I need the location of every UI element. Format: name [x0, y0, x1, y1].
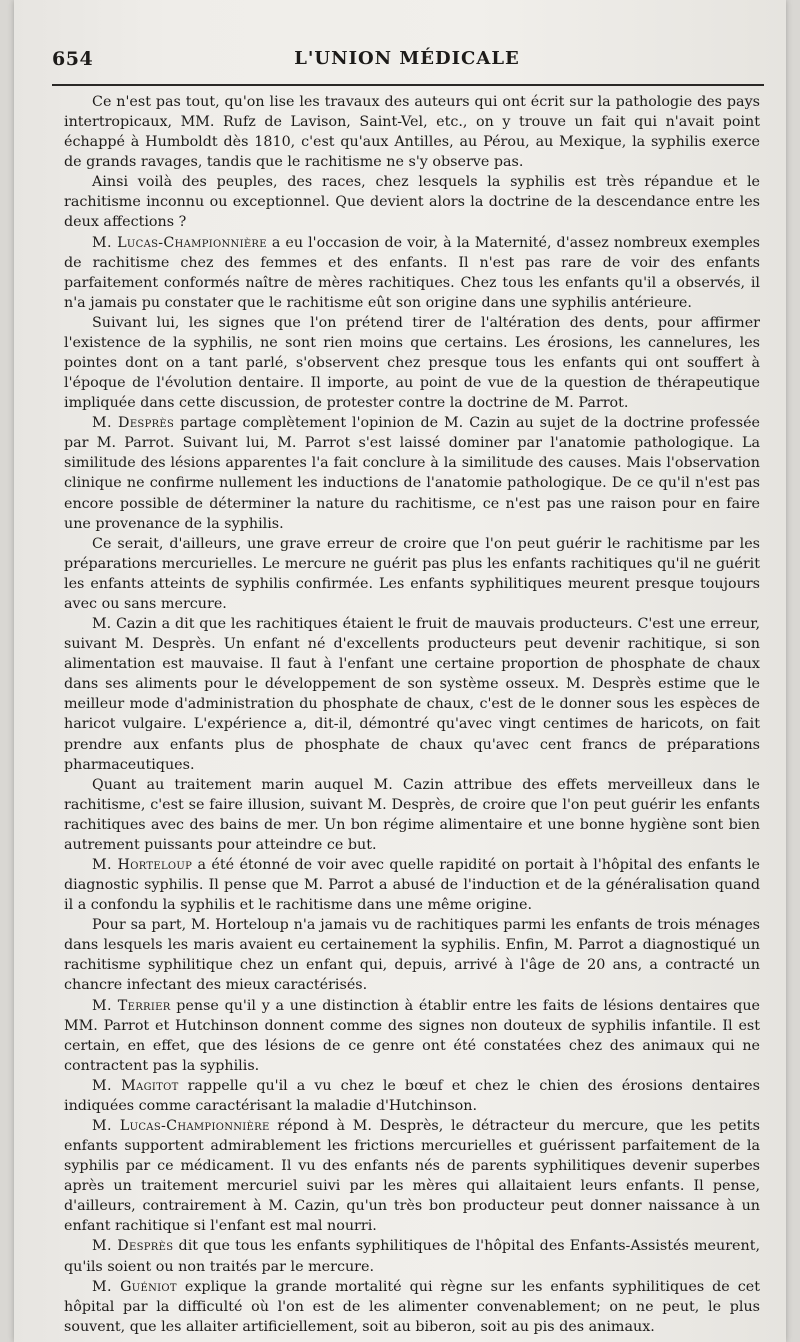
paragraph-text: Ce n'est pas tout, qu'on lise les travaux des auteurs qui ont écrit sur la pathologie des pays intertropicaux, MM. Rufz de Lavison, Saint-Vel, etc., on y trouve un fait qui n'avait point échappé à Humboldt dès 1810, c'est qu'aux Antilles, au Pérou, au Mexique, la syphilis exerce de grands ravages, tandis que le rachitisme ne s'y observe pas.	[64, 94, 760, 171]
speaker-name: M. Desprès	[92, 415, 175, 432]
paragraph-text: Quant au traitement marin auquel M. Cazin attribue des effets merveilleux dans le rachitisme, c'est se faire illusion, suivant M. Desprès, de croire que l'on peut guérir les enfants rachitiques avec des bains de mer. Un bon régime alimentaire et une bonne hygiène sont bien autrement puissants pour atteindre ce but.	[64, 776, 760, 853]
paragraph	[64, 996, 760, 1076]
page-number: 654	[52, 48, 94, 70]
speaker-name: M. Guéniot	[92, 1278, 177, 1295]
article-body	[64, 92, 760, 1337]
paragraph-text: répond à M. Desprès, le détracteur du mercure, que les petits enfants supportent admirablement les frictions mercurielles et guérissent parfaitement de la syphilis par ce médicament. Il vu des enfants nés de parents syphilitiques devenir superbes après un traitement mercuriel suivi par les mères qui allaitaient leurs enfants. Il pense, d'ailleurs, contrairement à M. Cazin, qu'un très bon producteur peut donner naissance à un enfant rachitique si l'enfant est mal nourri.	[64, 1117, 760, 1235]
paragraph-text: Suivant lui, les signes que l'on prétend tirer de l'altération des dents, pour affirmer l'existence de la syphilis, ne sont rien moins que certains. Les érosions, les cannelures, les pointes dont on a tant parlé, s'observent chez presque tous les enfants qui ont souffert à l'époque de l'évolution dentaire. Il importe, au point de vue de la question de thérapeutique impliquée dans cette discussion, de protester contre la doctrine de M. Parrot.	[64, 314, 760, 412]
paragraph	[64, 534, 760, 614]
paragraph-text: pense qu'il y a une distinction à établir entre les faits de lésions dentaires que MM. Parrot et Hutchinson donnent comme des signes non douteux de syphilis infantile. Il est certain, en effet, que des lésions de ce genre ont été constatées chez des animaux qui ne contractent pas la syphilis.	[64, 997, 761, 1074]
speaker-name: M. Desprès	[92, 1238, 174, 1255]
paragraph-text: a été étonné de voir avec quelle rapidité on portait à l'hôpital des enfants le diagnostic syphilis. Il pense que M. Parrot a abusé de l'induction et de la généralisation quand il a confondu la syphilis et le rachitisme dans une même origine.	[64, 856, 761, 914]
paragraph	[64, 92, 760, 172]
paragraph-text: partage complètement l'opinion de M. Cazin au sujet de la doctrine professée par M. Parrot. Suivant lui, M. Parrot s'est laissé dominer par l'anatomie pathologique. La similitude des lésions apparentes l'a fait conclure à la similitude des causes. Mais l'observation clinique ne confirme nullement les inductions de l'anatomie pathologique. De ce qu'il n'est pas encore possible de déterminer la nature du rachitisme, ce n'est pas une raison pour en faire une provenance de la syphilis.	[64, 415, 760, 532]
paragraph	[64, 1116, 760, 1236]
paragraph	[64, 413, 760, 533]
paragraph	[64, 233, 760, 313]
paragraph-text: Pour sa part, M. Horteloup n'a jamais vu de rachitiques parmi les enfants de trois ménages dans lesquels les maris avaient eu certainement la syphilis. Enfin, M. Parrot a diagnostiqué un rachitisme syphilitique chez un enfant qui, depuis, arrivé à l'âge de 20 ans, a contracté un chancre infectant des mieux caractérisés.	[64, 917, 760, 994]
speaker-name: M. Magitot	[92, 1077, 179, 1094]
paragraph	[64, 172, 760, 232]
paragraph-text: a eu l'occasion de voir, à la Maternité, d'assez nombreux exemples de rachitisme chez des femmes et des enfants. Il n'est pas rare de voir des enfants parfaitement conformés naître de mères rachitiques. Chez tous les enfants qu'il a observés, il n'a jamais pu constater que le rachitisme eût son origine dans une syphilis antérieure.	[64, 234, 761, 311]
speaker-name: M. Terrier	[92, 997, 171, 1014]
paragraph	[64, 915, 760, 995]
speaker-name: M. Lucas-Championnière	[92, 234, 267, 251]
paragraph	[64, 775, 760, 855]
header-rule	[52, 84, 764, 86]
paragraph	[64, 855, 760, 915]
paragraph	[64, 1236, 760, 1276]
paragraph-text: Ainsi voilà des peuples, des races, chez lesquels la syphilis est très répandue et le rachitisme inconnu ou exceptionnel. Que devient alors la doctrine de la descendance entre les deux affections ?	[64, 174, 760, 231]
document-page	[14, 0, 786, 1342]
paragraph	[64, 1277, 760, 1337]
running-header	[52, 44, 762, 78]
speaker-name: M. Horteloup	[92, 856, 193, 873]
paragraph-text: Ce serait, d'ailleurs, une grave erreur de croire que l'on peut guérir le rachitisme par les préparations mercurielles. Le mercure ne guérit pas plus les enfants rachitiques qu'il ne guérit les enfants atteints de syphilis confirmée. Les enfants syphilitiques meurent presque toujours avec ou sans mercure.	[64, 535, 760, 612]
paragraph-text: explique la grande mortalité qui règne sur les enfants syphilitiques de cet hôpital par la difficulté où l'on est de les alimenter convenablement; on ne peut, le plus souvent, que les allaiter artificiellement, soit au biberon, soit au pis des animaux.	[64, 1278, 760, 1335]
paragraph-text: M. Cazin a dit que les rachitiques étaient le fruit de mauvais producteurs. C'est une erreur, suivant M. Desprès. Un enfant né d'excellents producteurs peut devenir rachitique, si son alimentation est mauvaise. Il faut à l'enfant une certaine proportion de phosphate de chaux dans ses aliments pour le développement de son système osseux. M. Desprès estime que le meilleur mode d'administration du phosphate de chaux, c'est de le donner sous les espèces de haricot vulgaire. L'expérience a, dit-il, démontré qu'avec vingt centimes de haricots, on fait prendre aux enfants plus de phosphate de chaux qu'avec cent francs de préparations pharmaceutiques.	[64, 616, 760, 773]
paragraph-text: dit que tous les enfants syphilitiques de l'hôpital des Enfants-Assistés meurent, qu'ils soient ou non traités par le mercure.	[64, 1238, 760, 1275]
paragraph	[64, 614, 760, 775]
paragraph	[64, 313, 760, 413]
paragraph-text: rappelle qu'il a vu chez le bœuf et chez le chien des érosions dentaires indiquées comme caractérisant la maladie d'Hutchinson.	[64, 1077, 760, 1114]
paragraph	[64, 1076, 760, 1116]
speaker-name: M. Lucas-Championnière	[92, 1117, 270, 1134]
journal-title: L'UNION MÉDICALE	[294, 48, 520, 69]
